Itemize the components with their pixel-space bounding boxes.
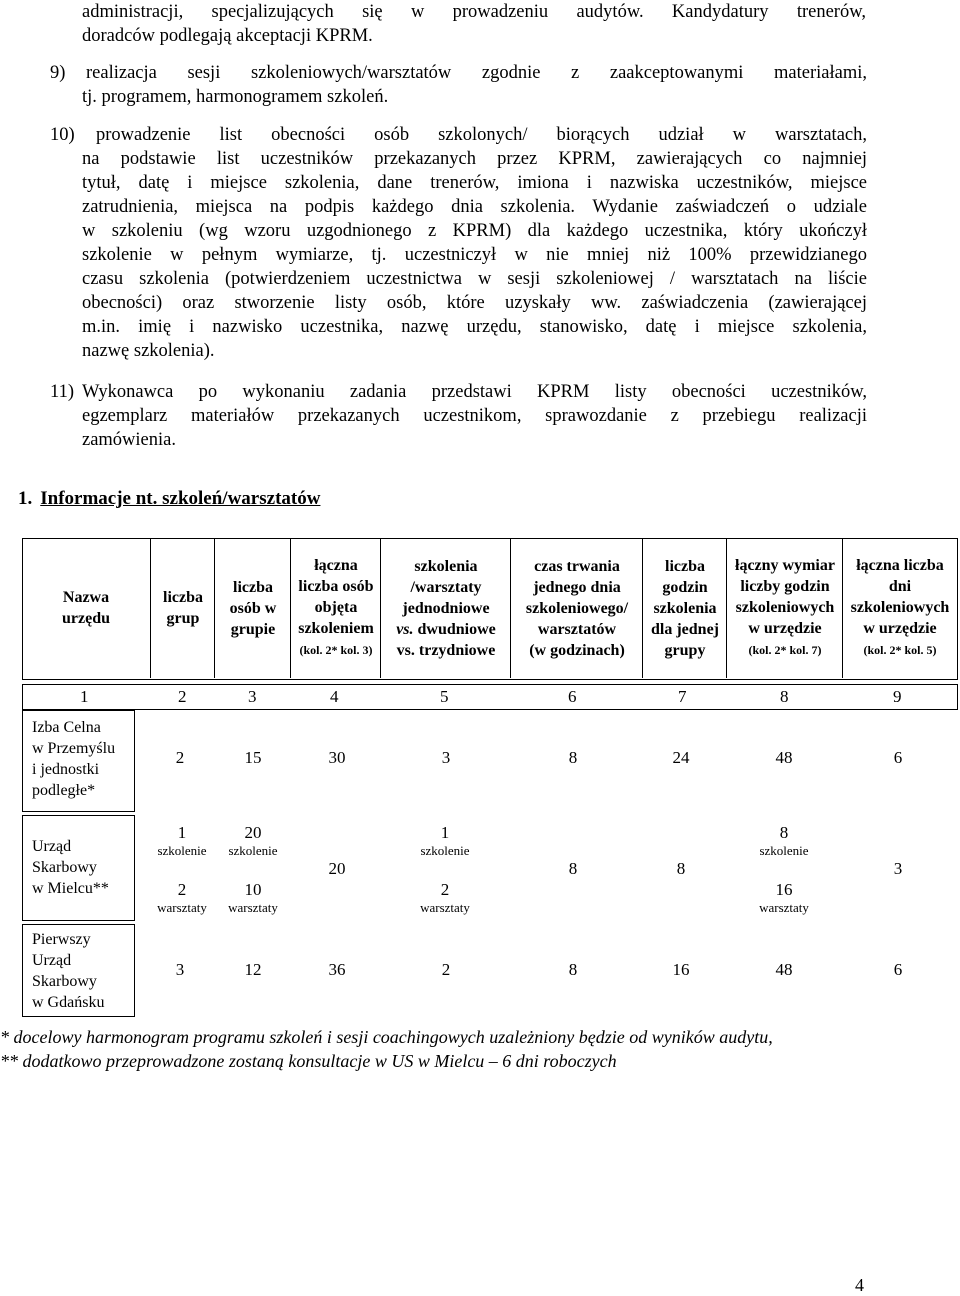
row-3-col-9: 6 (893, 960, 903, 979)
row-1-col-3: 15 (244, 748, 262, 767)
item-11-line-1: Wykonawca po wykonaniu zadania przedstawi KPRM listy obecności uczestników, (82, 382, 867, 402)
row-3-col-7: 16 (672, 960, 690, 979)
header-czas-trwania: czas trwania jednego dnia szkoleniowego/ warsztatów (w godzinach) (510, 538, 643, 678)
item-10-line-3: tytuł, datę i miejsce szkolenia, dane trenerów, imiona i nazwiska uczestników, miejsce (82, 173, 867, 193)
row-1-col-8: 48 (775, 748, 793, 767)
row-1-col-6: 8 (568, 748, 578, 767)
row-1-col-9: 6 (893, 748, 903, 767)
row-1-col-4: 30 (328, 748, 346, 767)
column-index-row (22, 684, 958, 710)
item-10-line-5: w szkoleniu (wg wzoru uzgodnionego z KPRM) dla każdego uczestnika, który ukończył (82, 221, 867, 241)
item-9-line-1: realizacja sesji szkoleniowych/warsztatów zgodnie z zaakceptowanymi materiałami, (86, 63, 867, 83)
col-index-9: 9 (893, 687, 902, 706)
item-9-number: 9) (50, 63, 66, 83)
item-10-line-1: prowadzenie list obecności osób szkolonych/ biorących udział w warsztatach, (96, 125, 867, 145)
item-10-line-4: zatrudnienia, miejsca na podpis każdego dnia szkolenia. Wydanie zaświadczeń o udziale (82, 197, 867, 217)
row-3-col-2: 3 (175, 960, 185, 979)
col-index-2: 2 (178, 687, 187, 706)
row-2-col-8-szkolenie: 8 szkolenie (759, 823, 809, 858)
row-2-col-3-szkolenie: 20 szkolenie (228, 823, 278, 858)
row-2-col-3-warsztaty: 10 warsztaty (228, 880, 278, 915)
item-10-line-7: czasu szkolenia (potwierdzeniem uczestnictwa w sesji szkoleniowej / warsztatach na liście (82, 269, 867, 289)
item-10-line-2: na podstawie list uczestników przekazanych przez KPRM, zawierających co najmniej (82, 149, 867, 169)
header-liczba-grup: liczba grup (150, 538, 215, 678)
intro-line-1: administracji, specjalizujących się w prowadzeniu audytów. Kandydatury trenerów, (82, 2, 866, 22)
section-number: 1. (18, 488, 33, 509)
header-liczba-osob-w-grupie: liczba osób w grupie (214, 538, 291, 678)
row-1-name: Izba Celna w Przemyślu i jednostki podległe* (32, 719, 116, 799)
item-11-line-2: egzemplarz materiałów przekazanych uczestnikom, sprawozdanie z przebiegu realizacji (82, 406, 867, 426)
item-11-line-3: zamówienia. (82, 430, 176, 450)
header-liczba-godzin: liczba godzin szkolenia dla jednej grupy (642, 538, 727, 678)
item-10-number: 10) (50, 125, 75, 145)
row-1-col-5: 3 (441, 748, 451, 767)
col-index-4: 4 (330, 687, 339, 706)
row-2-col-6: 8 (568, 859, 578, 878)
row-2-col-8-warsztaty: 16 warsztaty (759, 880, 809, 915)
item-11-number: 11) (50, 382, 74, 402)
header-laczna-liczba-osob: łączna liczba osób objęta szkoleniem (kol. 2* kol. 3) (290, 538, 381, 678)
row-3-col-8: 48 (775, 960, 793, 979)
row-3-name: Pierwszy Urząd Skarbowy w Gdańsku (32, 931, 105, 1011)
row-2-col-5-szkolenie: 1 szkolenie (420, 823, 470, 858)
section-heading (18, 488, 320, 510)
row-3-col-4: 36 (328, 960, 346, 979)
row-2-col-5-warsztaty: 2 warsztaty (420, 880, 470, 915)
header-szkolenia-warsztaty: szkolenia /warsztaty jednodniowe vs. dwudniowe vs. trzydniowe (380, 538, 511, 678)
item-10-line-9: m.in. imię i nazwisko uczestnika, nazwę urzędu, stanowisko, datę i miejsce szkolenia, (82, 317, 867, 337)
col-index-7: 7 (678, 687, 687, 706)
col-index-5: 5 (440, 687, 449, 706)
row-2-col-7: 8 (676, 859, 686, 878)
row-2-col-9: 3 (893, 859, 903, 878)
row-2-col-2-warsztaty: 2 warsztaty (157, 880, 207, 915)
page-number: 4 (855, 1275, 864, 1295)
footnote-2: ** dodatkowo przeprowadzone zostaną konsultacje w US w Mielcu – 6 dni roboczych (0, 1051, 617, 1071)
row-3-col-3: 12 (244, 960, 262, 979)
row-2-name: Urząd Skarbowy w Mielcu** (32, 838, 109, 897)
header-laczny-wymiar: łączny wymiar liczby godzin szkoleniowych w urzędzie (kol. 2* kol. 7) (726, 538, 843, 678)
row-3-col-5: 2 (441, 960, 451, 979)
item-10-line-8: obecności) oraz stworzenie listy osób, które uzyskały ww. zaświadczenia (zawierającej (82, 293, 867, 313)
intro-line-2: doradców podlegają akceptacji KPRM. (82, 26, 373, 46)
header-laczna-liczba-dni: łączna liczba dni szkoleniowych w urzędzie (kol. 2* kol. 5) (842, 538, 957, 678)
row-1-col-2: 2 (175, 748, 185, 767)
row-2-col-4: 20 (328, 859, 346, 878)
col-index-6: 6 (568, 687, 577, 706)
row-3-col-6: 8 (568, 960, 578, 979)
item-9-line-2: tj. programem, harmonogramem szkoleń. (82, 87, 389, 107)
table-header (22, 538, 957, 678)
header-nazwa-urzedu: Nazwa urzędu (62, 589, 110, 627)
col-index-8: 8 (780, 687, 789, 706)
section-title: Informacje nt. szkoleń/warsztatów (40, 488, 321, 509)
item-10-line-6: szkolenie w pełnym wymiarze, tj. uczestniczył w nie mniej niż 100% przewidzianego (82, 245, 867, 265)
row-1-col-7: 24 (672, 748, 690, 767)
col-index-1: 1 (80, 687, 89, 706)
footnote-1: * docelowy harmonogram programu szkoleń i sesji coachingowych uzależniony będzie od wyników audytu, (0, 1027, 773, 1047)
item-10-line-10: nazwę szkolenia). (82, 341, 215, 361)
col-index-3: 3 (248, 687, 257, 706)
row-2-col-2-szkolenie: 1 szkolenie (157, 823, 207, 858)
